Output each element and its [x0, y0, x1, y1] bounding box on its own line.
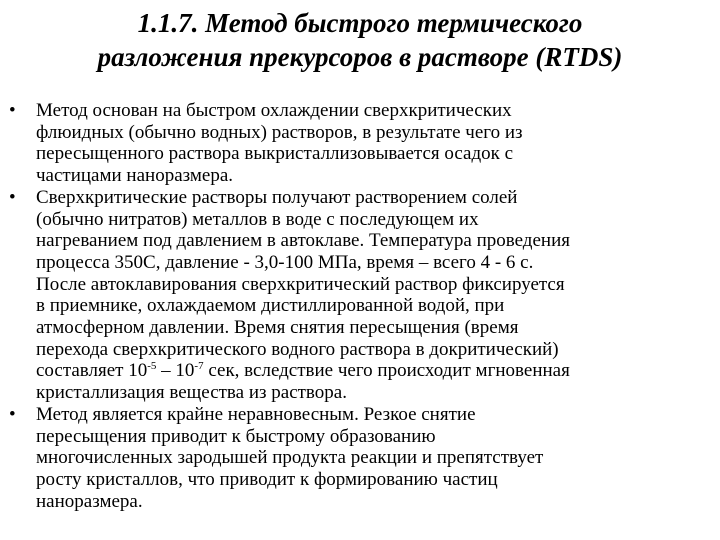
time-range-line — [36, 360, 720, 382]
text-line: Метод основан на быстром охлаждении сверхкритических — [36, 100, 512, 121]
text-line: нагреванием под давлением в автоклаве. Температура проведения — [36, 230, 570, 252]
text-line: пересыщенного раствора выкристаллизовывается осадок с — [36, 143, 514, 165]
text-line: перехода сверхкритического водного раствора в докритический) — [36, 338, 559, 360]
text-line: кристаллизация вещества из раствора. — [36, 382, 347, 404]
bullet-text-3 — [36, 404, 720, 513]
bullet-text-2 — [36, 187, 720, 404]
time-suffix: сек, вследствие чего происходит мгновенная — [203, 360, 570, 382]
bullet-item-3 — [0, 404, 720, 513]
bullet-dot-icon: • — [9, 186, 16, 208]
bullet-dot-icon: • — [9, 403, 16, 425]
text-line: процесса 350С, давление - 3,0-100 МПа, время – всего 4 - 6 с. — [36, 251, 534, 273]
text-line: частицами наноразмера. — [36, 165, 234, 187]
text-line: Сверхкритические растворы получают растворением солей — [36, 186, 518, 208]
text-line: атмосферном давлении. Время снятия пересыщения (время — [36, 317, 519, 339]
time-middle: – 10 — [156, 360, 195, 382]
text-line: пересыщения приводит к быстрому образованию — [36, 425, 436, 447]
bullet-list — [0, 100, 720, 512]
slide-title — [20, 6, 700, 74]
bullet-item-2 — [0, 187, 720, 404]
exponent-min: -5 — [147, 360, 157, 373]
slide-title-line-2: разложения прекурсоров в растворе (RTDS) — [97, 42, 623, 72]
exponent-max: -7 — [194, 360, 204, 373]
text-line: (обычно нитратов) металлов в воде с последующем их — [36, 208, 479, 230]
time-prefix: составляет 10 — [36, 360, 148, 382]
text-line: После автоклавирования сверхкритический раствор фиксируется — [36, 273, 565, 295]
bullet-text-1 — [36, 100, 720, 187]
text-line: многочисленных зародышей продукта реакции и препятствует — [36, 447, 544, 469]
text-line: наноразмера. — [36, 490, 143, 512]
text-line: в приемнике, охлаждаемом дистиллированной водой, при — [36, 295, 505, 317]
slide-title-line-1: 1.1.7. Метод быстрого термического — [137, 8, 583, 38]
bullet-dot-icon: • — [9, 100, 16, 121]
text-line: флюидных (обычно водных) растворов, в результате чего из — [36, 121, 523, 143]
text-line: росту кристаллов, что приводит к формированию частиц — [36, 468, 498, 490]
text-line: Метод является крайне неравновесным. Резкое снятие — [36, 403, 476, 425]
bullet-item-1 — [0, 100, 720, 187]
